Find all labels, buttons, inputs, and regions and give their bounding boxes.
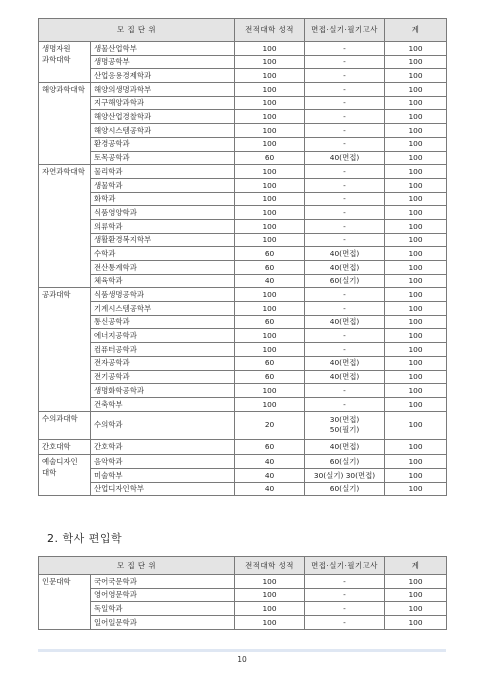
table-row bbox=[39, 247, 447, 261]
total-score: 100 bbox=[385, 602, 447, 616]
department-name: 음악학과 bbox=[91, 455, 235, 469]
department-name: 해양산업경찰학과 bbox=[91, 110, 235, 124]
department-name: 간호학과 bbox=[91, 439, 235, 455]
table-row bbox=[39, 482, 447, 496]
table-row bbox=[39, 384, 447, 398]
department-name: 생명화학공학과 bbox=[91, 384, 235, 398]
college-name: 생명자원 과학대학 bbox=[39, 42, 91, 83]
total-score: 100 bbox=[385, 110, 447, 124]
total-score: 100 bbox=[385, 468, 447, 482]
department-name: 영어영문학과 bbox=[91, 588, 235, 602]
total-score: 100 bbox=[385, 384, 447, 398]
grade-weight: 100 bbox=[235, 192, 305, 206]
exam-weight: - bbox=[305, 302, 385, 316]
header-exam: 면접·실기·필기고사 bbox=[305, 19, 385, 42]
total-score: 100 bbox=[385, 302, 447, 316]
table-row bbox=[39, 439, 447, 455]
exam-weight: 40(면접) bbox=[305, 439, 385, 455]
department-name: 체육학과 bbox=[91, 274, 235, 288]
total-score: 100 bbox=[385, 69, 447, 83]
table-row bbox=[39, 124, 447, 138]
total-score: 100 bbox=[385, 274, 447, 288]
total-score: 100 bbox=[385, 288, 447, 302]
grade-weight: 100 bbox=[235, 343, 305, 357]
table-row bbox=[39, 165, 447, 179]
total-score: 100 bbox=[385, 233, 447, 247]
table-row bbox=[39, 110, 447, 124]
college-name: 수의과대학 bbox=[39, 411, 91, 439]
exam-weight: - bbox=[305, 329, 385, 343]
grade-weight: 100 bbox=[235, 42, 305, 56]
total-score: 100 bbox=[385, 370, 447, 384]
table-row bbox=[39, 588, 447, 602]
exam-weight: - bbox=[305, 288, 385, 302]
grade-weight: 60 bbox=[235, 261, 305, 275]
table-row bbox=[39, 575, 447, 589]
department-name: 산업디자인학부 bbox=[91, 482, 235, 496]
total-score: 100 bbox=[385, 42, 447, 56]
grade-weight: 100 bbox=[235, 110, 305, 124]
department-name: 환경공학과 bbox=[91, 137, 235, 151]
grade-weight: 100 bbox=[235, 616, 305, 630]
department-name: 건축학부 bbox=[91, 397, 235, 411]
exam-weight: 60(실기) bbox=[305, 482, 385, 496]
grade-weight: 100 bbox=[235, 384, 305, 398]
exam-weight: 40(면접) bbox=[305, 315, 385, 329]
exam-weight: 60(실기) bbox=[305, 274, 385, 288]
table-row bbox=[39, 261, 447, 275]
total-score: 100 bbox=[385, 137, 447, 151]
department-name: 지구해양과학과 bbox=[91, 96, 235, 110]
department-name: 생활환경복지학부 bbox=[91, 233, 235, 247]
total-score: 100 bbox=[385, 124, 447, 138]
grade-weight: 60 bbox=[235, 370, 305, 384]
table-row bbox=[39, 206, 447, 220]
table-row bbox=[39, 302, 447, 316]
department-name: 해양시스템공학과 bbox=[91, 124, 235, 138]
grade-weight: 100 bbox=[235, 96, 305, 110]
footer-divider bbox=[38, 649, 446, 652]
table-header-row bbox=[39, 19, 447, 42]
total-score: 100 bbox=[385, 482, 447, 496]
grade-weight: 100 bbox=[235, 83, 305, 97]
grade-weight: 100 bbox=[235, 302, 305, 316]
department-name: 생명공학부 bbox=[91, 55, 235, 69]
table-row bbox=[39, 411, 447, 439]
table-row bbox=[39, 288, 447, 302]
admission-table-transfer bbox=[38, 18, 447, 496]
total-score: 100 bbox=[385, 151, 447, 165]
table-row bbox=[39, 356, 447, 370]
grade-weight: 100 bbox=[235, 178, 305, 192]
section-title-bachelor-transfer: 2. 학사 편입학 bbox=[47, 532, 123, 545]
exam-weight: 40(면접) bbox=[305, 247, 385, 261]
grade-weight: 100 bbox=[235, 233, 305, 247]
department-name: 국어국문학과 bbox=[91, 575, 235, 589]
department-name: 해양의생명과학부 bbox=[91, 83, 235, 97]
department-name: 전산통계학과 bbox=[91, 261, 235, 275]
department-name: 미술학부 bbox=[91, 468, 235, 482]
exam-weight: 30(실기) 30(면접) bbox=[305, 468, 385, 482]
header-total: 계 bbox=[385, 557, 447, 575]
exam-weight: - bbox=[305, 602, 385, 616]
admission-table-bachelor bbox=[38, 556, 447, 630]
exam-weight: - bbox=[305, 96, 385, 110]
table-header-row bbox=[39, 557, 447, 575]
exam-weight: - bbox=[305, 616, 385, 630]
grade-weight: 100 bbox=[235, 124, 305, 138]
department-name: 생물학과 bbox=[91, 178, 235, 192]
grade-weight: 20 bbox=[235, 411, 305, 439]
exam-weight: - bbox=[305, 206, 385, 220]
grade-weight: 100 bbox=[235, 165, 305, 179]
grade-weight: 60 bbox=[235, 439, 305, 455]
header-grade: 전적대학 성적 bbox=[235, 19, 305, 42]
exam-weight: - bbox=[305, 178, 385, 192]
total-score: 100 bbox=[385, 397, 447, 411]
exam-weight: - bbox=[305, 69, 385, 83]
exam-weight: 40(면접) bbox=[305, 151, 385, 165]
grade-weight: 100 bbox=[235, 588, 305, 602]
grade-weight: 40 bbox=[235, 482, 305, 496]
exam-weight: 40(면접) bbox=[305, 261, 385, 275]
department-name: 기계시스템공학부 bbox=[91, 302, 235, 316]
department-name: 독일학과 bbox=[91, 602, 235, 616]
grade-weight: 100 bbox=[235, 602, 305, 616]
grade-weight: 100 bbox=[235, 329, 305, 343]
department-name: 일어일문학과 bbox=[91, 616, 235, 630]
header-total: 계 bbox=[385, 19, 447, 42]
exam-weight: - bbox=[305, 397, 385, 411]
header-grade: 전적대학 성적 bbox=[235, 557, 305, 575]
exam-weight: - bbox=[305, 124, 385, 138]
college-name: 인문대학 bbox=[39, 575, 91, 630]
total-score: 100 bbox=[385, 192, 447, 206]
header-unit: 모 집 단 위 bbox=[39, 557, 235, 575]
total-score: 100 bbox=[385, 329, 447, 343]
table-row bbox=[39, 397, 447, 411]
grade-weight: 60 bbox=[235, 315, 305, 329]
total-score: 100 bbox=[385, 83, 447, 97]
department-name: 컴퓨터공학과 bbox=[91, 343, 235, 357]
exam-weight: - bbox=[305, 219, 385, 233]
table-row bbox=[39, 178, 447, 192]
table-row bbox=[39, 151, 447, 165]
table-row bbox=[39, 343, 447, 357]
exam-weight: - bbox=[305, 83, 385, 97]
table-row bbox=[39, 42, 447, 56]
page-number: 10 bbox=[237, 655, 247, 664]
table-row bbox=[39, 455, 447, 469]
department-name: 산업응용경제학과 bbox=[91, 69, 235, 83]
table-row bbox=[39, 468, 447, 482]
table-row bbox=[39, 370, 447, 384]
grade-weight: 40 bbox=[235, 468, 305, 482]
header-unit: 모 집 단 위 bbox=[39, 19, 235, 42]
table-row bbox=[39, 219, 447, 233]
department-name: 생물산업학부 bbox=[91, 42, 235, 56]
department-name: 전기공학과 bbox=[91, 370, 235, 384]
total-score: 100 bbox=[385, 96, 447, 110]
total-score: 100 bbox=[385, 343, 447, 357]
college-name: 간호대학 bbox=[39, 439, 91, 455]
table-body bbox=[39, 575, 447, 630]
total-score: 100 bbox=[385, 165, 447, 179]
total-score: 100 bbox=[385, 356, 447, 370]
exam-weight: 40(면접) bbox=[305, 356, 385, 370]
exam-weight: 40(면접) bbox=[305, 370, 385, 384]
exam-weight: - bbox=[305, 192, 385, 206]
table-row bbox=[39, 233, 447, 247]
exam-weight: 30(면접) 50(필기) bbox=[305, 411, 385, 439]
header-exam: 면접·실기·필기고사 bbox=[305, 557, 385, 575]
department-name: 식품영양학과 bbox=[91, 206, 235, 220]
table-row bbox=[39, 602, 447, 616]
grade-weight: 60 bbox=[235, 247, 305, 261]
department-name: 식품생명공학과 bbox=[91, 288, 235, 302]
exam-weight: - bbox=[305, 384, 385, 398]
grade-weight: 60 bbox=[235, 356, 305, 370]
grade-weight: 100 bbox=[235, 206, 305, 220]
total-score: 100 bbox=[385, 219, 447, 233]
exam-weight: 60(실기) bbox=[305, 455, 385, 469]
total-score: 100 bbox=[385, 247, 447, 261]
table-row bbox=[39, 192, 447, 206]
table-row bbox=[39, 69, 447, 83]
total-score: 100 bbox=[385, 206, 447, 220]
exam-weight: - bbox=[305, 42, 385, 56]
grade-weight: 100 bbox=[235, 288, 305, 302]
table-row bbox=[39, 315, 447, 329]
total-score: 100 bbox=[385, 178, 447, 192]
department-name: 수의학과 bbox=[91, 411, 235, 439]
department-name: 통신공학과 bbox=[91, 315, 235, 329]
table-body bbox=[39, 42, 447, 496]
total-score: 100 bbox=[385, 261, 447, 275]
grade-weight: 100 bbox=[235, 397, 305, 411]
total-score: 100 bbox=[385, 55, 447, 69]
total-score: 100 bbox=[385, 616, 447, 630]
table-row bbox=[39, 55, 447, 69]
table-row bbox=[39, 96, 447, 110]
grade-weight: 100 bbox=[235, 55, 305, 69]
department-name: 전자공학과 bbox=[91, 356, 235, 370]
grade-weight: 100 bbox=[235, 69, 305, 83]
grade-weight: 40 bbox=[235, 274, 305, 288]
grade-weight: 60 bbox=[235, 151, 305, 165]
exam-weight: - bbox=[305, 233, 385, 247]
table-row bbox=[39, 616, 447, 630]
table-row bbox=[39, 137, 447, 151]
department-name: 의류학과 bbox=[91, 219, 235, 233]
total-score: 100 bbox=[385, 439, 447, 455]
table-row bbox=[39, 274, 447, 288]
total-score: 100 bbox=[385, 575, 447, 589]
exam-weight: - bbox=[305, 343, 385, 357]
department-name: 에너지공학과 bbox=[91, 329, 235, 343]
exam-weight: - bbox=[305, 55, 385, 69]
grade-weight: 100 bbox=[235, 219, 305, 233]
grade-weight: 100 bbox=[235, 137, 305, 151]
college-name: 해양과학대학 bbox=[39, 83, 91, 165]
grade-weight: 100 bbox=[235, 575, 305, 589]
table-row bbox=[39, 83, 447, 97]
total-score: 100 bbox=[385, 315, 447, 329]
exam-weight: - bbox=[305, 110, 385, 124]
exam-weight: - bbox=[305, 588, 385, 602]
table-row bbox=[39, 329, 447, 343]
college-name: 공과대학 bbox=[39, 288, 91, 411]
college-name: 예술디자인 대학 bbox=[39, 455, 91, 496]
department-name: 수학과 bbox=[91, 247, 235, 261]
department-name: 토목공학과 bbox=[91, 151, 235, 165]
exam-weight: - bbox=[305, 137, 385, 151]
department-name: 화학과 bbox=[91, 192, 235, 206]
total-score: 100 bbox=[385, 411, 447, 439]
department-name: 물리학과 bbox=[91, 165, 235, 179]
exam-weight: - bbox=[305, 575, 385, 589]
total-score: 100 bbox=[385, 455, 447, 469]
grade-weight: 40 bbox=[235, 455, 305, 469]
college-name: 자연과학대학 bbox=[39, 165, 91, 288]
exam-weight: - bbox=[305, 165, 385, 179]
total-score: 100 bbox=[385, 588, 447, 602]
